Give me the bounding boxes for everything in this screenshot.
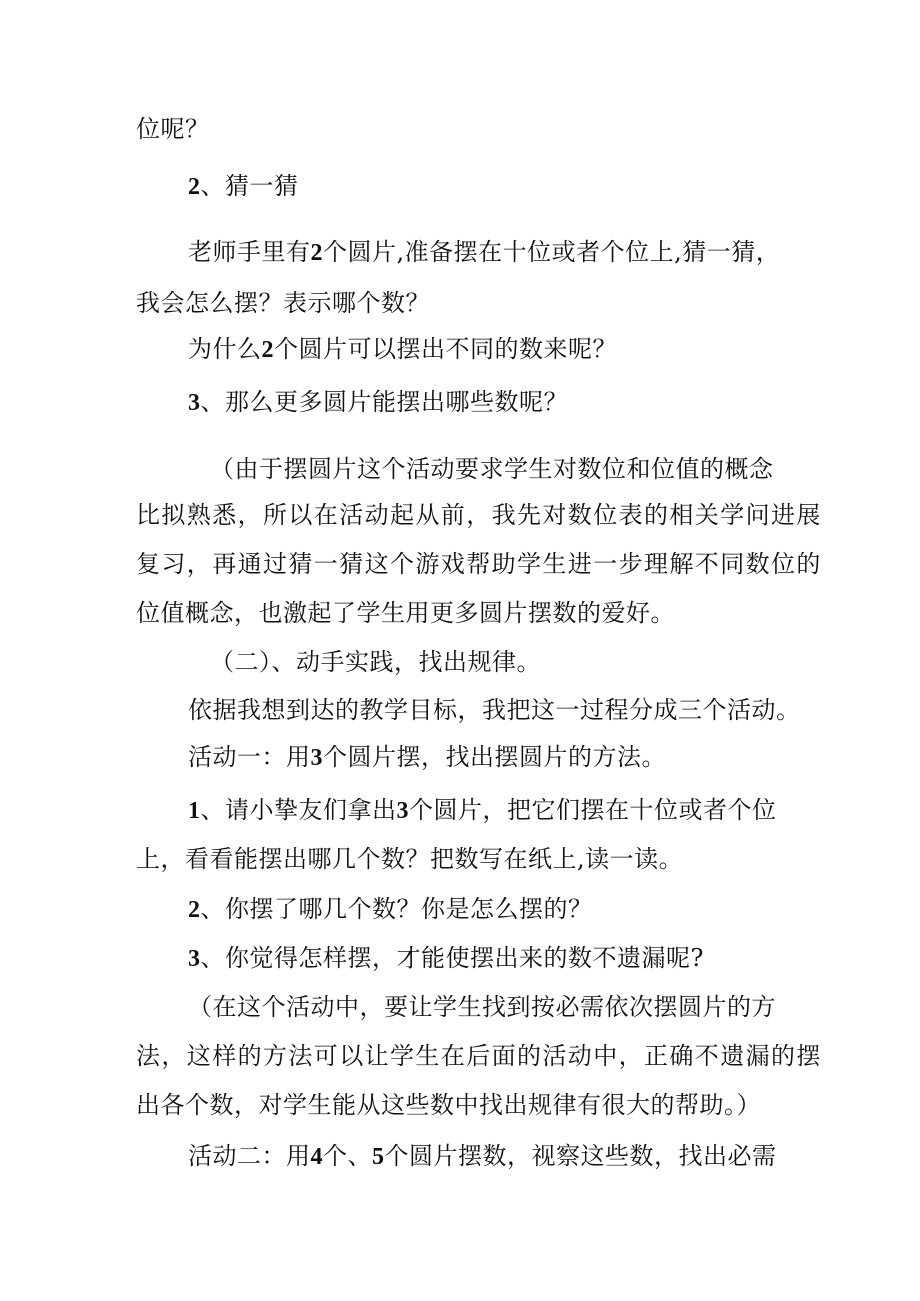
- line-text: 为什么: [188, 335, 262, 363]
- numeral-text: 2: [261, 337, 274, 363]
- numeral-text: 2: [188, 174, 201, 200]
- numeral-text: 3: [310, 745, 323, 771]
- text-line: [136, 844, 683, 874]
- line-text: 个圆片摆数，视察这些数，找出必需: [384, 1142, 777, 1170]
- text-line: [136, 598, 675, 628]
- line-text: 、猜一猜: [200, 172, 299, 200]
- line-text: 我会怎么摆？表示哪个数？: [136, 289, 430, 317]
- numeral-text: 1: [188, 798, 201, 824]
- numeral-text: 4: [310, 1144, 323, 1170]
- text-line: [136, 1090, 761, 1120]
- numeral-text: 2: [310, 240, 323, 266]
- text-line: [136, 549, 822, 579]
- line-text: 位呢？: [136, 115, 210, 143]
- line-text: 、那么更多圆片能摆出哪些数呢？: [200, 388, 568, 416]
- line-text: 、你摆了哪几个数？你是怎么摆的？: [200, 895, 593, 923]
- text-line: [210, 647, 541, 677]
- text-line: [188, 387, 568, 418]
- text-line: [188, 742, 666, 773]
- text-line: [136, 288, 430, 318]
- numeral-text: 2: [188, 897, 201, 923]
- line-text: （二）、动手实践，找出规律。: [210, 648, 541, 676]
- line-text: 出各个数，对学生能从这些数中找出规律有很大的帮助。）: [136, 1091, 761, 1119]
- line-text: 个、: [323, 1142, 372, 1170]
- text-line: [188, 695, 801, 725]
- text-line: [136, 1041, 822, 1071]
- line-text: 老师手里有: [188, 238, 311, 266]
- line-text: 比拟熟悉，所以在活动起从前，我先对数位表的相关学问进展: [136, 501, 822, 529]
- line-text: 个圆片摆，找出摆圆片的方法。: [323, 743, 666, 771]
- line-text: 上，看看能摆出哪几个数？把数写在纸上,读一读。: [136, 845, 684, 873]
- line-text: 依据我想到达的教学目标，我把这一过程分成三个活动。: [188, 696, 801, 724]
- line-text: 复习，再通过猜一猜这个游戏帮助学生进一步理解不同数位的: [136, 550, 822, 578]
- numeral-text: 3: [396, 798, 409, 824]
- numeral-text: 3: [188, 390, 201, 416]
- line-text: 活动一：用: [188, 743, 311, 771]
- numeral-text: 3: [188, 946, 201, 972]
- text-line: [188, 171, 299, 202]
- text-line: [188, 992, 776, 1022]
- line-text: 、你觉得怎样摆，才能使摆出来的数不遗漏呢?: [200, 944, 704, 972]
- text-line: [136, 500, 822, 530]
- text-line: [188, 237, 780, 268]
- text-line: [188, 795, 777, 826]
- text-line: [188, 894, 593, 925]
- line-text: （在这个活动中，要让学生找到按必需依次摆圆片的方: [188, 993, 776, 1021]
- text-line: [188, 334, 617, 365]
- line-text: 个圆片，把它们摆在十位或者个位: [409, 796, 777, 824]
- text-line: [136, 114, 210, 144]
- line-text: 活动二：用: [188, 1142, 311, 1170]
- line-text: 个圆片可以摆出不同的数来呢？: [274, 335, 617, 363]
- line-text: 法，这样的方法可以让学生在后面的活动中，正确不遗漏的摆: [136, 1042, 822, 1070]
- numeral-text: 5: [372, 1144, 385, 1170]
- text-line: [210, 454, 774, 484]
- line-text: 、请小挚友们拿出: [200, 796, 397, 824]
- line-text: （由于摆圆片这个活动要求学生对数位和位值的概念: [210, 455, 774, 483]
- text-line: [188, 1141, 777, 1172]
- line-text: 位值概念，也激起了学生用更多圆片摆数的爱好。: [136, 599, 675, 627]
- text-line: [188, 943, 704, 974]
- line-text: 个圆片,准备摆在十位或者个位上,猜一猜，: [323, 238, 781, 266]
